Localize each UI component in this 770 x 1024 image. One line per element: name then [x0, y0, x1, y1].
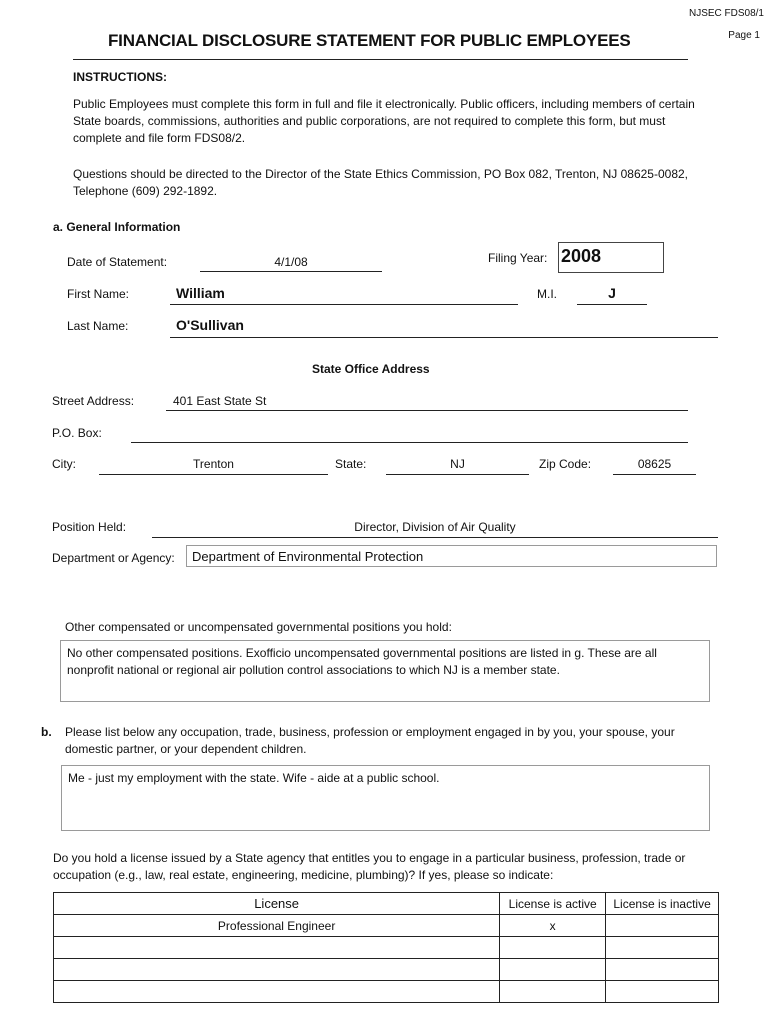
position-held-underline [152, 537, 718, 538]
filing-year-label: Filing Year: [488, 251, 548, 265]
state-field[interactable]: NJ [450, 457, 465, 471]
date-of-statement-underline [200, 271, 382, 272]
license-name-cell[interactable]: Professional Engineer [54, 915, 500, 937]
middle-initial-underline [577, 304, 647, 305]
license-active-cell[interactable]: x [500, 915, 606, 937]
section-b-question: Please list below any occupation, trade, business, profession or employment engaged in by you, your spouse, your domestic partner, or your dependent children. [65, 725, 675, 756]
license-active-cell[interactable] [500, 937, 606, 959]
first-name-underline [170, 304, 518, 305]
table-row [54, 959, 719, 981]
street-address-underline [166, 410, 688, 411]
department-field[interactable]: Department of Environmental Protection [186, 545, 717, 567]
section-b-letter: b. [41, 725, 52, 739]
date-of-statement-label: Date of Statement: [67, 255, 168, 269]
instructions-paragraph-2: Questions should be directed to the Director of the State Ethics Commission, PO Box 082, Trenton, NJ 08625-0082, Telephone (609) 292-1892. [73, 167, 688, 198]
license-question: Do you hold a license issued by a State agency that entitles you to engage in a particular business, profession, trade or occupation (e.g., law, real estate, engineering, medicine, plumbing)? If yes, please so indicate: [53, 851, 686, 882]
street-address-label: Street Address: [52, 394, 135, 408]
zip-code-field[interactable]: 08625 [637, 457, 672, 471]
table-row [54, 937, 719, 959]
license-name-cell[interactable] [54, 981, 500, 1003]
license-inactive-column-header: License is inactive [606, 893, 719, 915]
last-name-underline [170, 337, 718, 338]
table-row [54, 915, 719, 937]
general-info-heading: a. General Information [53, 220, 181, 234]
license-inactive-cell[interactable] [606, 937, 719, 959]
po-box-label: P.O. Box: [52, 426, 102, 440]
date-of-statement-field[interactable]: 4/1/08 [274, 255, 308, 269]
title-underline [73, 59, 688, 60]
license-name-cell[interactable] [54, 959, 500, 981]
city-field[interactable]: Trenton [193, 457, 234, 471]
first-name-label: First Name: [67, 287, 130, 301]
last-name-field[interactable]: O'Sullivan [176, 317, 244, 333]
form-title: FINANCIAL DISCLOSURE STATEMENT FOR PUBLIC EMPLOYEES [108, 31, 631, 50]
license-name-cell[interactable] [54, 937, 500, 959]
middle-initial-label: M.I. [537, 287, 557, 301]
middle-initial-field[interactable]: J [608, 285, 616, 301]
last-name-label: Last Name: [67, 319, 129, 333]
license-inactive-cell[interactable] [606, 981, 719, 1003]
filing-year-field[interactable]: 2008 [558, 242, 664, 273]
other-positions-label: Other compensated or uncompensated governmental positions you hold: [65, 620, 452, 634]
license-inactive-cell[interactable] [606, 959, 719, 981]
license-active-column-header: License is active [500, 893, 606, 915]
state-office-address-heading: State Office Address [312, 362, 430, 376]
instructions-paragraph-1: Public Employees must complete this form in full and file it electronically. Public officers, including members of certain State boards, commissions, authorities and public corporations, are not required to complete this form, but must complete and file form FDS08/2. [73, 97, 695, 145]
zip-code-label: Zip Code: [539, 457, 592, 471]
license-table-header [54, 893, 719, 915]
license-active-cell[interactable] [500, 981, 606, 1003]
position-held-field[interactable]: Director, Division of Air Quality [354, 520, 516, 534]
table-row [54, 981, 719, 1003]
first-name-field[interactable]: William [176, 285, 225, 301]
po-box-underline [131, 442, 688, 443]
form-code: NJSEC FDS08/1 [688, 8, 764, 19]
street-address-field[interactable]: 401 East State St [173, 394, 267, 408]
page-number: Page 1 [728, 30, 760, 41]
state-underline [386, 474, 529, 475]
position-held-label: Position Held: [52, 520, 127, 534]
license-inactive-cell[interactable] [606, 915, 719, 937]
license-active-cell[interactable] [500, 959, 606, 981]
state-label: State: [335, 457, 367, 471]
department-label: Department or Agency: [52, 551, 175, 565]
license-table [53, 892, 719, 1003]
city-underline [99, 474, 328, 475]
city-label: City: [52, 457, 76, 471]
instructions-heading: INSTRUCTIONS: [73, 70, 167, 84]
zip-code-underline [613, 474, 696, 475]
occupation-field[interactable]: Me - just my employment with the state. Wife - aide at a public school. [61, 765, 710, 831]
license-column-header: License [54, 893, 500, 915]
other-positions-field[interactable]: No other compensated positions. Exofficio uncompensated governmental positions are listed in g. These are all nonprofit national or regional air pollution control associations to which NJ is a member state. [60, 640, 710, 702]
